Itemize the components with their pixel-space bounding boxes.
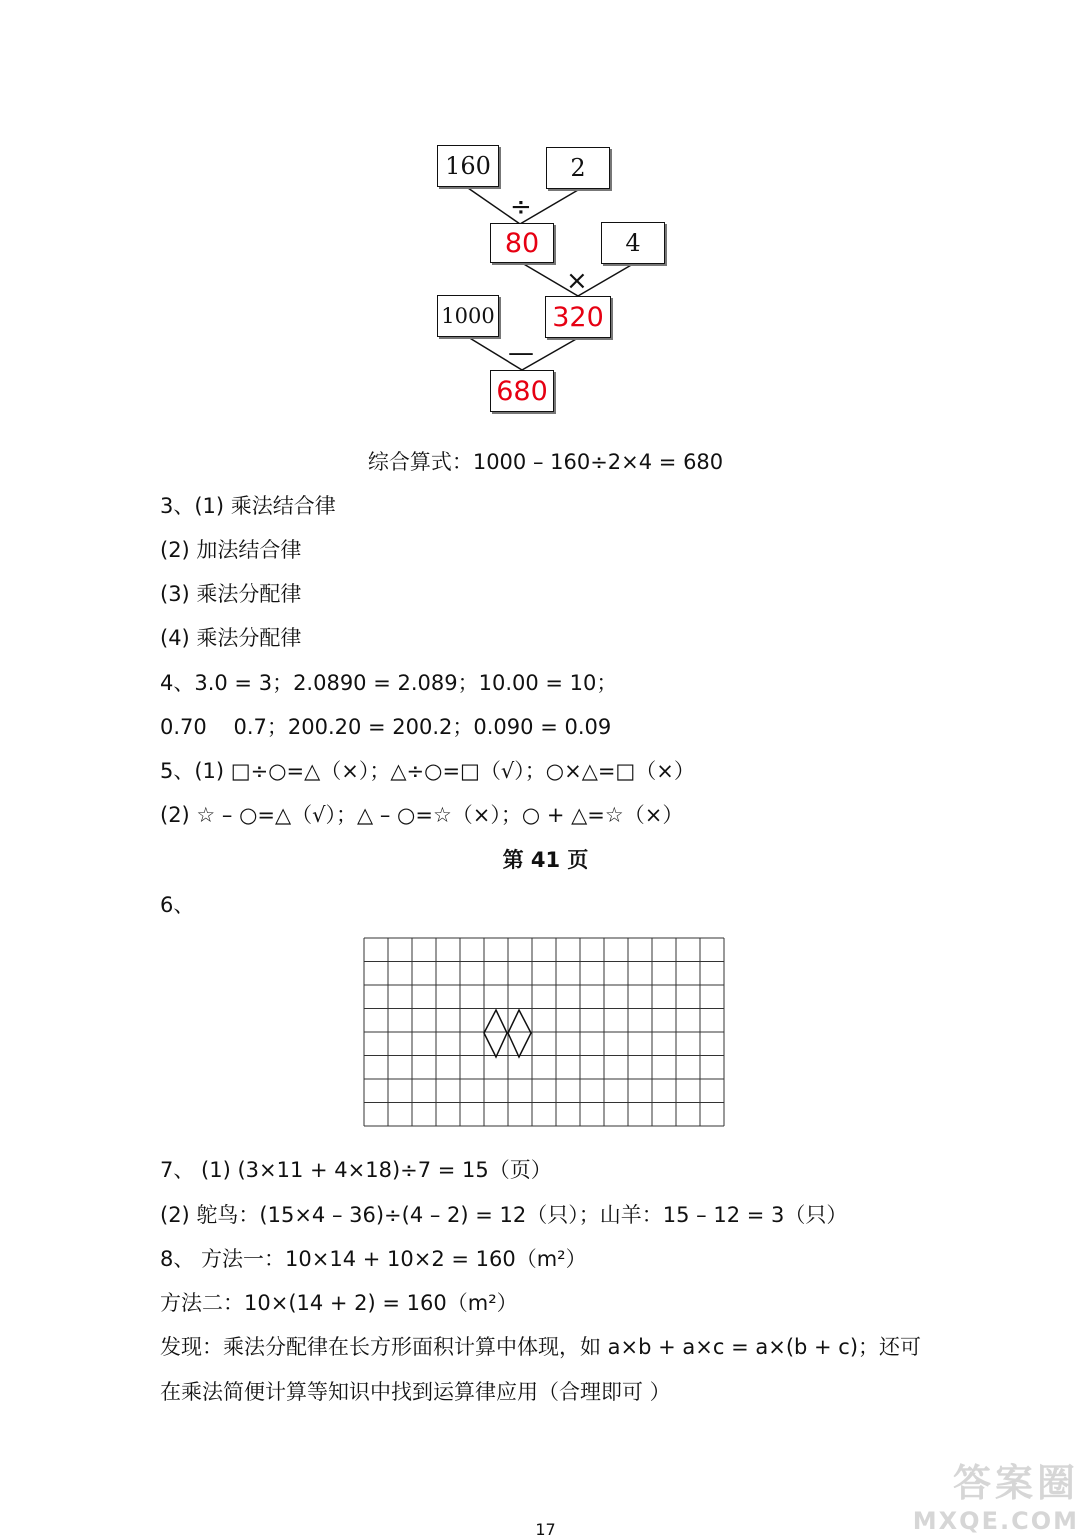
q4-line-2: 0.70 0.7；200.20 = 200.2；0.090 = 0.09: [160, 715, 612, 739]
q5-line-2: (2) ☆ – ○=△（√）；△ – ○=☆（×）；○ + △=☆（×）: [160, 803, 684, 827]
tree-connector-lines: [0, 0, 1091, 430]
q8-line-1: 8、 方法一：10×14 + 10×2 = 160（m²）: [160, 1247, 587, 1271]
division-operator: ÷: [510, 192, 532, 222]
q5-line-1: 5、(1) □÷○=△（×）；△÷○=□（√）；○×△=□（×）: [160, 759, 695, 783]
page-number: 17: [535, 1520, 556, 1539]
q6-label: 6、: [160, 893, 195, 917]
q8-line-3: 发现：乘法分配律在长方形面积计算中体现，如 a×b + a×c = a×(b + c)；还可: [160, 1335, 922, 1359]
tree-node-2: 2: [546, 147, 610, 189]
rhombus-right: [508, 1010, 531, 1057]
q6-grid-figure: [363, 937, 729, 1131]
watermark-line-2: MXQE.COM: [912, 1507, 1079, 1535]
q7-line-1: 7、 (1) (3×11 + 4×18)÷7 = 15（页）: [160, 1158, 552, 1182]
page-heading: 第 41 页: [502, 848, 589, 872]
rhombus-left: [484, 1010, 507, 1057]
multiplication-operator: ×: [566, 266, 588, 296]
tree-node-1000: 1000: [437, 295, 499, 337]
q3-line-1: 3、(1) 乘法结合律: [160, 494, 336, 518]
tree-node-4: 4: [601, 222, 665, 264]
q3-line-3: (3) 乘法分配律: [160, 582, 302, 606]
q8-line-2: 方法二：10×(14 + 2) = 160（m²）: [160, 1291, 518, 1315]
tree-node-680-answer: 680: [490, 370, 554, 412]
q7-line-2: (2) 鸵鸟：(15×4 – 36)÷(4 – 2) = 12（只）；山羊：15 – 12 = 3（只）: [160, 1203, 848, 1227]
combined-formula: 综合算式：1000 – 160÷2×4 = 680: [367, 450, 724, 474]
tree-node-320-answer: 320: [545, 296, 611, 338]
tree-node-160: 160: [437, 145, 499, 187]
subtraction-operator: —: [508, 338, 534, 368]
calculation-tree: [0, 0, 1091, 430]
q3-line-4: (4) 乘法分配律: [160, 626, 302, 650]
q4-line-1: 4、3.0 = 3；2.0890 = 2.089；10.00 = 10；: [160, 671, 618, 695]
watermark-line-1: 答案圈: [952, 1461, 1079, 1505]
tree-node-80-answer: 80: [490, 223, 554, 263]
q3-line-2: (2) 加法结合律: [160, 538, 302, 562]
q8-line-4: 在乘法简便计算等知识中找到运算律应用（合理即可 ）: [160, 1380, 671, 1404]
